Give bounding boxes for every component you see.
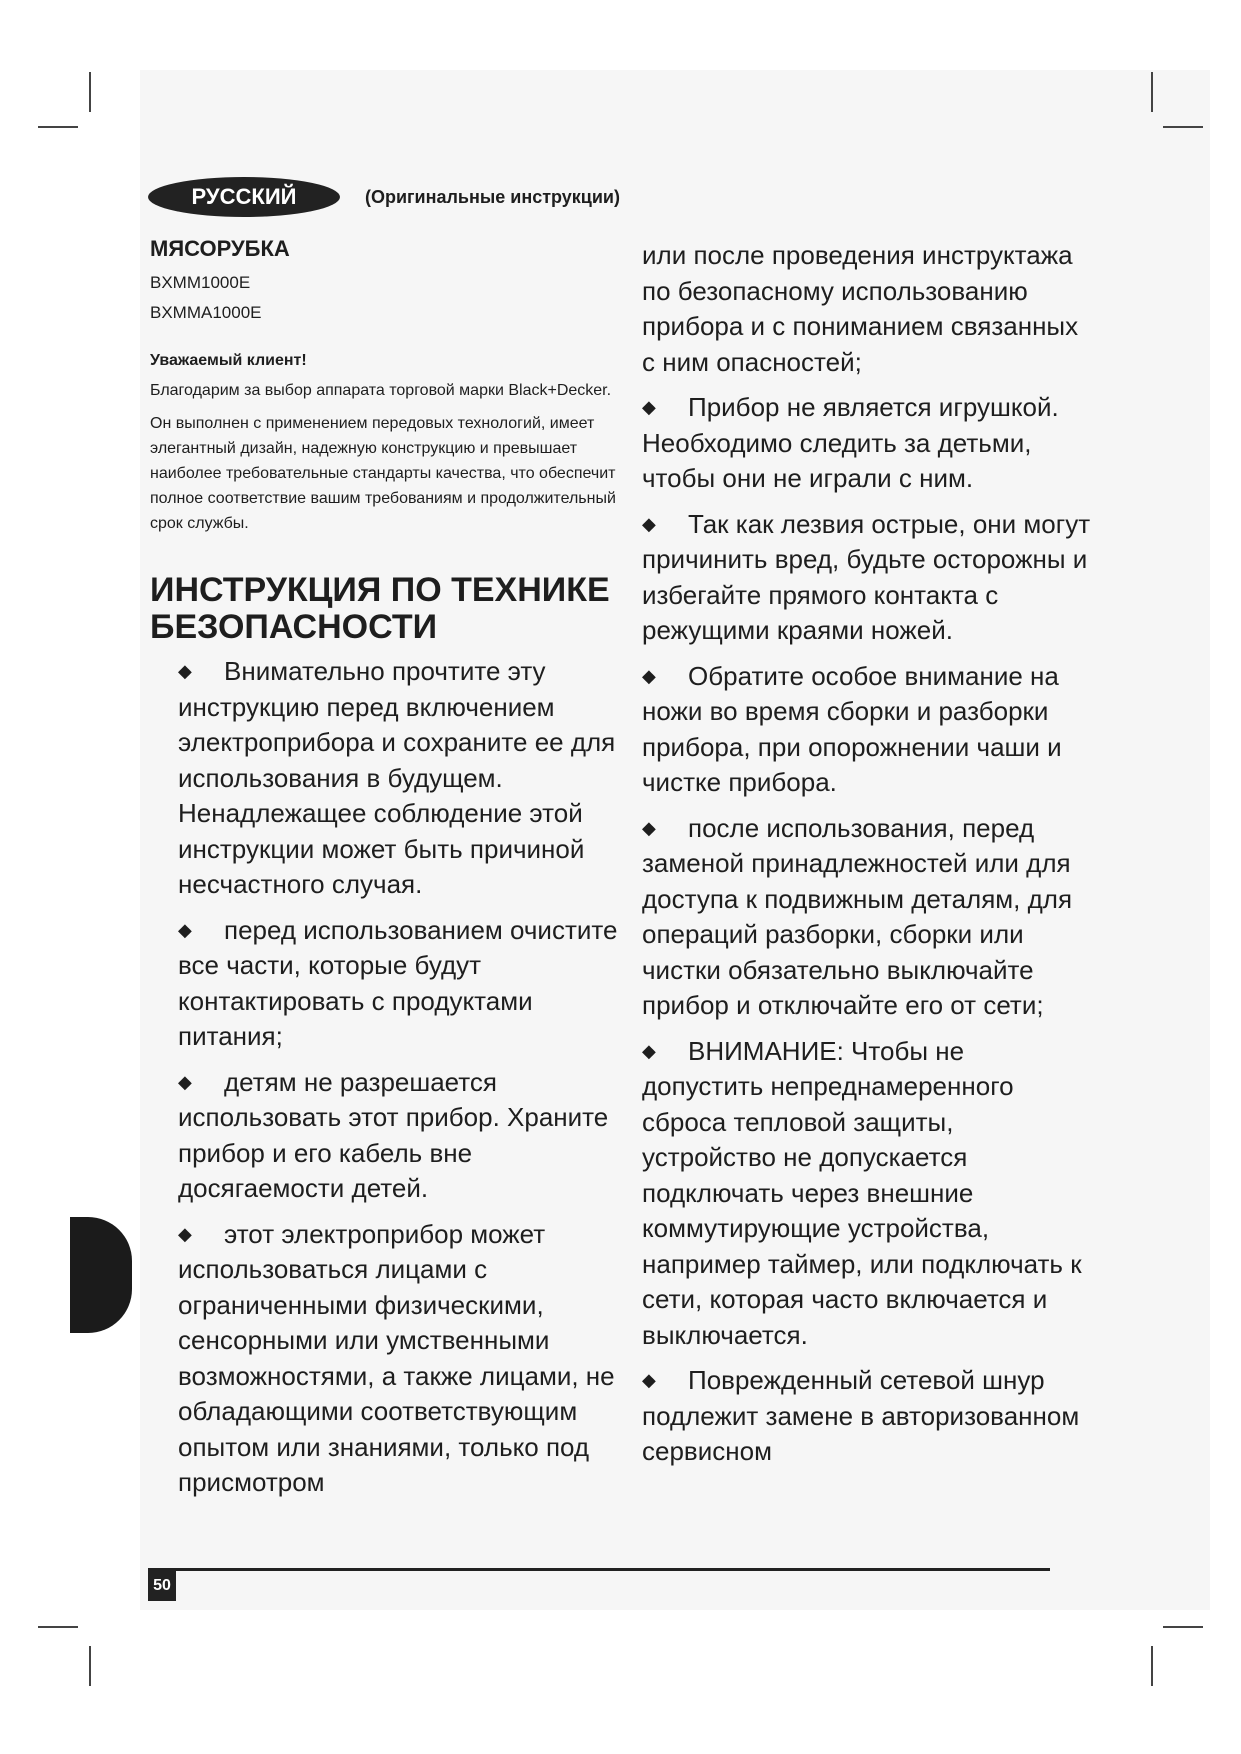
safety-section-title: ИНСТРУКЦИЯ ПО ТЕХНИКЕ БЕЗОПАСНОСТИ (150, 571, 610, 646)
safety-bullet: ◆ перед использованием очистите все части, которые будут контактировать с продуктами питания; (178, 914, 618, 1051)
safety-bullet: ◆ Поврежденный сетевой шнур подлежит замене в авторизованном сервисном (642, 1365, 1080, 1466)
diamond-bullet-icon: ◆ (178, 1223, 192, 1244)
crop-mark-top-left-horizontal (38, 126, 78, 128)
crop-mark-bottom-left-horizontal (38, 1626, 78, 1628)
diamond-bullet-icon: ◆ (642, 1040, 656, 1061)
crop-mark-top-right-vertical (1151, 72, 1153, 112)
safety-bullet: ◆ ВНИМАНИЕ: Чтобы не допустить непреднамеренного сброса тепловой защиты, устройство не допускается подключать через внешние коммутирующие устройства, например таймер, или подключать к сети, которая часто включается и выключается. (642, 1035, 1082, 1350)
diamond-bullet-icon: ◆ (178, 661, 192, 681)
safety-bullet: ◆ Внимательно прочтите эту инструкцию перед включением электроприбора и сохраните ее для использования в будущем. Ненадлежащее соблюдение этой инструкции может быть причиной несчастного случая. (178, 656, 616, 899)
diamond-bullet-icon: ◆ (178, 919, 192, 940)
diamond-bullet-icon: ◆ (178, 1071, 192, 1092)
safety-bullet: ◆ Обратите особое внимание на ножи во время сборки и разборки прибора, при опорожнении чаши и чистке прибора. (642, 660, 1062, 797)
diamond-bullet-icon: ◆ (642, 397, 656, 417)
language-label: РУССКИЙ (191, 184, 297, 209)
language-badge (148, 177, 340, 217)
diamond-bullet-icon: ◆ (642, 817, 656, 838)
safety-bullet: ◆ детям не разрешается использовать этот прибор. Храните прибор и его кабель вне досягаемости детей. (178, 1066, 609, 1203)
diamond-bullet-icon: ◆ (642, 513, 656, 534)
safety-bullet: ◆ после использования, перед заменой принадлежностей или для доступа к подвижным деталям, для операций разборки, сборки или чистки обязательно выключайте прибор и отключайте его от сети; (642, 812, 1073, 1020)
safety-bullet: ◆ Прибор не является игрушкой. Необходимо следить за детьми, чтобы они не играли с ним. (642, 392, 1059, 493)
continued-text: или после проведения инструктажа по безопасному использованию прибора и с пониманием связанных с ним опасностей; (642, 240, 1079, 377)
right-column (642, 238, 1092, 1480)
crop-mark-bottom-left-vertical (89, 1646, 91, 1686)
intro-paragraph: Он выполнен с применением передовых технологий, имеет элегантный дизайн, надежную конструкцию и превышает наиболее требовательные стандарты качества, что обеспечит полное соответствие вашим требованиям и продолжительный срок службы. (150, 415, 616, 532)
crop-mark-bottom-right-horizontal (1163, 1626, 1203, 1628)
diamond-bullet-icon: ◆ (642, 1370, 656, 1390)
model-number: BXMMA1000E (150, 303, 262, 322)
page-number: 50 (148, 1571, 176, 1601)
safety-bullet: ◆ этот электроприбор может использоваться лицами с ограниченными физическими, сенсорными или умственными возможностями, а также лицами, не обладающими соответствующим опытом или знаниями, только под присмотром (178, 1218, 615, 1497)
left-column (150, 236, 620, 1511)
safety-bullet: ◆ Так как лезвия острые, они могут причинить вред, будьте осторожны и избегайте прямого контакта с режущими краями ножей. (642, 508, 1091, 645)
diamond-bullet-icon: ◆ (642, 665, 656, 686)
original-instructions-note: (Оригинальные инструкции) (365, 187, 620, 207)
crop-mark-top-left-vertical (89, 72, 91, 112)
intro-paragraph: Благодарим за выбор аппарата торговой марки Black+Decker. (150, 382, 612, 399)
product-title: МЯСОРУБКА (150, 236, 290, 261)
crop-mark-bottom-right-vertical (1151, 1646, 1153, 1686)
crop-mark-top-right-horizontal (1163, 126, 1203, 128)
model-number: BXMM1000E (150, 273, 251, 292)
section-tab-marker (70, 1217, 132, 1333)
greeting: Уважаемый клиент! (150, 352, 307, 369)
footer-rule (148, 1568, 1050, 1571)
